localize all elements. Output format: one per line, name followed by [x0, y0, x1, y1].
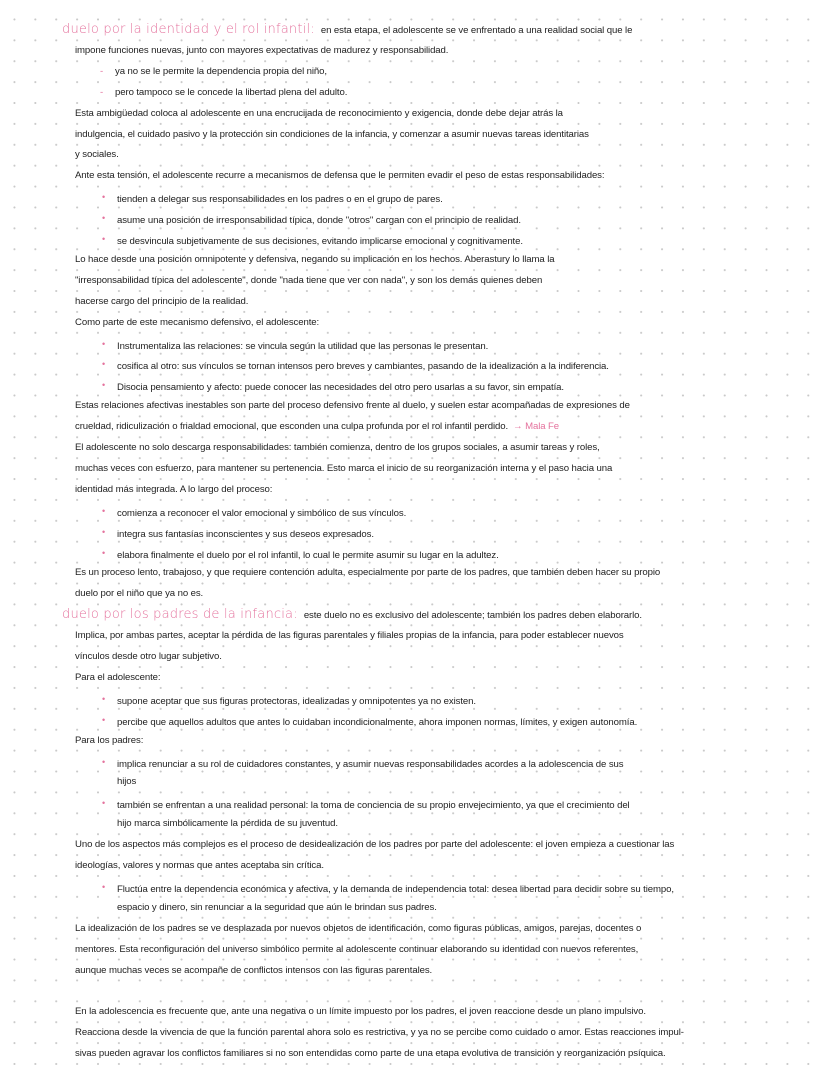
text-line — [117, 772, 136, 793]
line-text: Fluctúa entre la dependencia económica y afectiva, y la demanda de independencia total: desea libertad para decidir sobre su tiempo, — [117, 883, 674, 895]
bullet-icon: • — [102, 192, 106, 203]
line-text: también se enfrentan a una realidad personal: la toma de conciencia de su propio envejecimiento, ya que el crecimiento del — [117, 800, 630, 812]
line-text: pero tampoco se le concede la libertad plena del adulto. — [115, 86, 348, 98]
line-text: se desvincula subjetivamente de sus decisiones, evitando implicarse emocional y cognitivamente. — [117, 236, 523, 247]
bullet-item — [102, 187, 443, 208]
bullet-icon: • — [102, 693, 106, 704]
line-text: vínculos desde otro lugar subjetivo. — [75, 651, 222, 662]
text-line — [75, 1044, 666, 1065]
text-line — [75, 1023, 684, 1044]
bullet-item — [102, 522, 374, 543]
line-text: hijos — [117, 776, 137, 788]
line-text: espacio y dinero, sin renunciar a la seguridad que aún le brindan sus padres. — [117, 901, 437, 913]
bullet-item — [102, 354, 609, 375]
text-line — [75, 835, 674, 856]
bullet-item — [102, 793, 630, 814]
line-text: ideologías, valores y normas que antes aceptaba sin crítica. — [75, 860, 324, 871]
dash-marker: - — [100, 86, 104, 98]
bullet-item — [102, 334, 488, 355]
line-text: cosifica al otro: sus vínculos se tornan intensos pero breves y cambiantes, pasando de la idealización a la indiferencia. — [117, 361, 609, 373]
text-line — [117, 814, 338, 835]
bullet-item — [102, 710, 637, 731]
line-text: sivas pueden agravar los conflictos familiares si no son entendidas como parte de una etapa evolutiva de transición y reorganización psíquica. — [75, 1048, 666, 1060]
line-text: Lo hace desde una posición omnipotente y defensiva, negando su implicación en los hechos. Aberastury lo llama la — [75, 253, 555, 265]
bullet-icon: • — [102, 714, 106, 725]
dash-item — [100, 62, 327, 83]
text-line — [75, 250, 554, 271]
bullet-icon: • — [102, 798, 106, 809]
line-text: crueldad, ridiculización o frialdad emocional, que esconden una culpa profunda por el rol infantil perdido. — [75, 421, 509, 433]
text-line — [75, 940, 638, 961]
text-line — [75, 125, 589, 146]
text-line — [75, 313, 319, 334]
text-line — [75, 417, 559, 438]
line-text: implica renunciar a su rol de cuidadores constantes, y asumir nuevas responsabilidades acordes a la adolescencia de sus — [117, 758, 624, 770]
line-text: Instrumentaliza las relaciones: se vincula según la utilidad que las personas le presentan. — [117, 340, 489, 352]
text-line — [75, 104, 563, 125]
text-line — [75, 145, 119, 166]
bullet-icon: • — [102, 338, 106, 349]
line-text: mentores. Esta reconfiguración del universo simbólico permite al adolescente continuar elaborando su identidad con nuevos referentes, — [75, 943, 639, 955]
line-text: El adolescente no solo descarga responsabilidades: también comienza, dentro de los grupos sociales, a asumir tareas y roles, — [75, 442, 600, 453]
line-text: percibe que aquellos adultos que antes lo cuidaban incondicionalmente, ahora imponen normas, límites, y exigen autonomía. — [117, 716, 638, 728]
text-line — [75, 584, 203, 605]
line-text: este duelo no es exclusivo del adolescente; también los padres deben elaborarlo. — [303, 610, 642, 622]
bullet-item — [102, 208, 521, 229]
text-line — [117, 898, 437, 919]
line-text: Implica, por ambas partes, aceptar la pérdida de las figuras parentales y filiales propias de la infancia, para poder establecer nuevos — [75, 630, 624, 642]
line-text: Estas relaciones afectivas inestables son parte del proceso defensivo frente al duelo, y suelen estar acompañadas de expresiones de — [75, 400, 630, 412]
bullet-icon: • — [102, 213, 106, 224]
text-line — [75, 647, 222, 668]
bullet-icon: • — [102, 756, 106, 767]
line-text: hacerse cargo del principio de la realidad. — [75, 295, 249, 307]
text-line — [75, 480, 272, 501]
line-text: ya no se le permite la dependencia propia del niño, — [115, 65, 327, 77]
bullet-icon: • — [102, 526, 106, 537]
text-line — [75, 731, 143, 752]
line-text: Ante esta tensión, el adolescente recurre a mecanismos de defensa que le permiten evadir el peso de estas responsabilidades: — [75, 170, 605, 182]
line-text: supone aceptar que sus figuras protectoras, idealizadas y omnipotentes ya no existen. — [117, 695, 476, 707]
line-text: La idealización de los padres se ve desplazada por nuevos objetos de identificación, como figuras públicas, amigos, parejas, docentes o — [75, 922, 642, 934]
line-text: Disocia pensamiento y afecto: puede conocer las necesidades del otro pero usarlas a su favor, sin empatía. — [117, 382, 564, 394]
bullet-icon: • — [102, 359, 106, 370]
text-line — [75, 961, 432, 982]
text-line — [75, 166, 604, 187]
bullet-icon: • — [102, 234, 106, 244]
text-line — [75, 41, 448, 62]
text-line — [75, 668, 160, 689]
line-text: "irresponsabilidad típica del adolescente", donde "nada tiene que ver con nada", y son los demás quienes deben — [75, 274, 543, 286]
text-line — [75, 856, 324, 877]
line-text: impone funciones nuevas, junto con mayores expectativas de madurez y responsabilidad. — [75, 44, 449, 56]
bullet-item — [102, 375, 564, 396]
bullet-icon: • — [102, 881, 106, 892]
line-text: y sociales. — [75, 149, 119, 161]
section-heading-line — [62, 20, 632, 41]
line-text: identidad más integrada. A lo largo del proceso: — [75, 483, 273, 495]
line-text: indulgencia, el cuidado pasivo y la protección sin condiciones de la infancia, y comenzar a asumir nuevas tareas identitarias — [75, 128, 589, 140]
section-heading-line — [62, 605, 642, 626]
line-text: integra sus fantasías inconscientes y sus deseos expresados. — [117, 528, 374, 540]
bullet-item — [102, 501, 406, 522]
line-text: aunque muchas veces se acompañe de conflictos intensos con las figuras parentales. — [75, 964, 433, 976]
line-text: Reacciona desde la vivencia de que la función parental ahora solo es restrictiva, y ya no se percibe como cuidado o amor. Estas reacciones impul- — [75, 1027, 684, 1039]
line-text: hijo marca simbólicamente la pérdida de su juventud. — [117, 818, 338, 830]
text-line — [75, 459, 612, 480]
section-title: duelo por los padres de la infancia: — [62, 607, 298, 623]
line-text: tienden a delegar sus responsabilidades en los padres o en el grupo de pares. — [117, 194, 443, 206]
dash-item — [100, 83, 347, 104]
line-text: Para el adolescente: — [75, 671, 161, 683]
text-line — [75, 396, 630, 417]
text-line — [75, 271, 542, 292]
line-text: Esta ambigüedad coloca al adolescente en una encrucijada de reconocimiento y exigencia, donde debe dejar atrás la — [75, 107, 563, 119]
bullet-icon: • — [102, 380, 106, 391]
text-line — [75, 1002, 646, 1023]
line-text: asume una posición de irresponsabilidad típica, donde "otros" cargan con el principio de realidad. — [117, 215, 521, 227]
text-line — [75, 292, 248, 313]
line-text: duelo por el niño que ya no es. — [75, 588, 204, 600]
bullet-item — [102, 229, 523, 250]
bullet-item — [102, 689, 476, 710]
line-text: elabora finalmente el duelo por el rol infantil, lo cual le permite asumir su lugar en la adultez. — [117, 549, 499, 561]
bullet-icon: • — [102, 547, 106, 558]
line-text: Es un proceso lento, trabajoso, y que requiere contención adulta, especialmente por parte de los padres, que también deben hacer su propio — [75, 567, 661, 579]
bullet-item — [102, 543, 499, 564]
bullet-item — [102, 752, 623, 773]
line-text: en esta etapa, el adolescente se ve enfrentado a una realidad social que le — [320, 25, 633, 36]
text-line — [75, 438, 600, 459]
margin-note: → Mala Fe — [513, 421, 560, 433]
bullet-item — [102, 877, 674, 898]
line-text: En la adolescencia es frecuente que, ante una negativa o un límite impuesto por los padres, el joven reaccione desde un plano impulsivo. — [75, 1006, 646, 1018]
dash-marker: - — [100, 65, 104, 77]
text-line — [75, 563, 660, 584]
bullet-icon: • — [102, 505, 106, 516]
line-text: comienza a reconocer el valor emocional y simbólico de sus vínculos. — [117, 507, 407, 519]
text-line — [75, 626, 624, 647]
line-text: muchas veces con esfuerzo, para mantener su pertenencia. Esto marca el inicio de su reorganización interna y el paso hacia una — [75, 462, 613, 474]
line-text: Para los padres: — [75, 734, 144, 746]
line-text: Como parte de este mecanismo defensivo, el adolescente: — [75, 316, 320, 328]
section-title: duelo por la identidad y el rol infantil: — [62, 22, 315, 37]
line-text: Uno de los aspectos más complejos es el proceso de desidealización de los padres por parte del adolescente: el joven empieza a cuestionar las — [75, 839, 675, 851]
text-line — [75, 919, 641, 940]
